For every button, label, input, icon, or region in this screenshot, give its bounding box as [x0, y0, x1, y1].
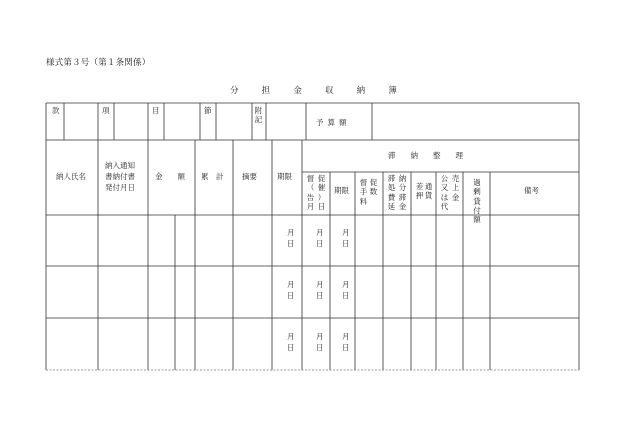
date-day: 日 [316, 239, 324, 248]
label-arrears-group: 滞 納 整 理 [388, 151, 463, 160]
date-day: 日 [287, 239, 295, 248]
form-number: 様式第３号（第１条関係） [46, 58, 151, 68]
date-day: 日 [287, 291, 295, 300]
date-day: 日 [316, 343, 324, 352]
label-sokusaku-col1: 督 （ 告 月 [306, 174, 315, 211]
date-month: 月 [342, 332, 350, 341]
label-notice-line2: 書納付書 [105, 172, 135, 181]
label-residual: 過 剰 貸 付 額 [473, 178, 481, 225]
date-month: 月 [287, 280, 295, 289]
label-seizure-col2: 通 貨 [424, 182, 433, 201]
label-kan: 款 [52, 106, 60, 115]
title-char: 分 [230, 86, 239, 96]
label-arrears-charge-col2: 納 分 滞 金 [398, 174, 407, 211]
date-day: 日 [316, 291, 324, 300]
label-payer-name: 納人氏名 [56, 172, 86, 181]
label-kou: 項 [102, 106, 110, 115]
label-fee-col2: 促 数 [369, 178, 378, 197]
date-day: 日 [342, 291, 350, 300]
label-deadline: 期限 [277, 172, 292, 181]
label-cumulative: 累 計 [201, 172, 224, 181]
label-sokusaku-col2: 促 催 ） 日 [317, 174, 326, 211]
date-month: 月 [316, 228, 324, 237]
label-fee-col1: 督 手 料 [359, 178, 368, 206]
label-arrears-charge-col1: 滞 処 費 延 [387, 174, 396, 211]
title-char: 収 [325, 86, 334, 96]
label-sub-deadline: 期限 [334, 186, 349, 195]
title-char: 金 [293, 86, 302, 96]
date-day: 日 [342, 239, 350, 248]
label-notice-line3: 発付月日 [105, 183, 135, 192]
label-public-sale-col2: 売 上 金 [451, 174, 460, 202]
label-amount: 金 額 [155, 172, 185, 181]
label-summary: 摘要 [242, 172, 257, 181]
date-month: 月 [342, 228, 350, 237]
date-month: 月 [287, 228, 295, 237]
date-day: 日 [342, 343, 350, 352]
label-setsu: 節 [204, 106, 212, 115]
date-month: 月 [287, 332, 295, 341]
date-month: 月 [316, 280, 324, 289]
label-remarks: 備考 [524, 186, 539, 195]
label-yosangaku: 予算額 [316, 118, 351, 127]
date-month: 月 [342, 280, 350, 289]
label-notice-line1: 納入通知 [105, 161, 135, 170]
label-public-sale-col1: 公 又 は 代 [440, 174, 449, 211]
title-char: 担 [261, 86, 271, 96]
label-fuki: 附 記 [254, 106, 263, 125]
date-day: 日 [287, 343, 295, 352]
title-char: 簿 [388, 86, 397, 96]
label-seizure-col1: 差 押 [415, 182, 424, 201]
label-moku: 目 [152, 106, 160, 115]
date-month: 月 [316, 332, 324, 341]
title-char: 納 [356, 86, 366, 96]
